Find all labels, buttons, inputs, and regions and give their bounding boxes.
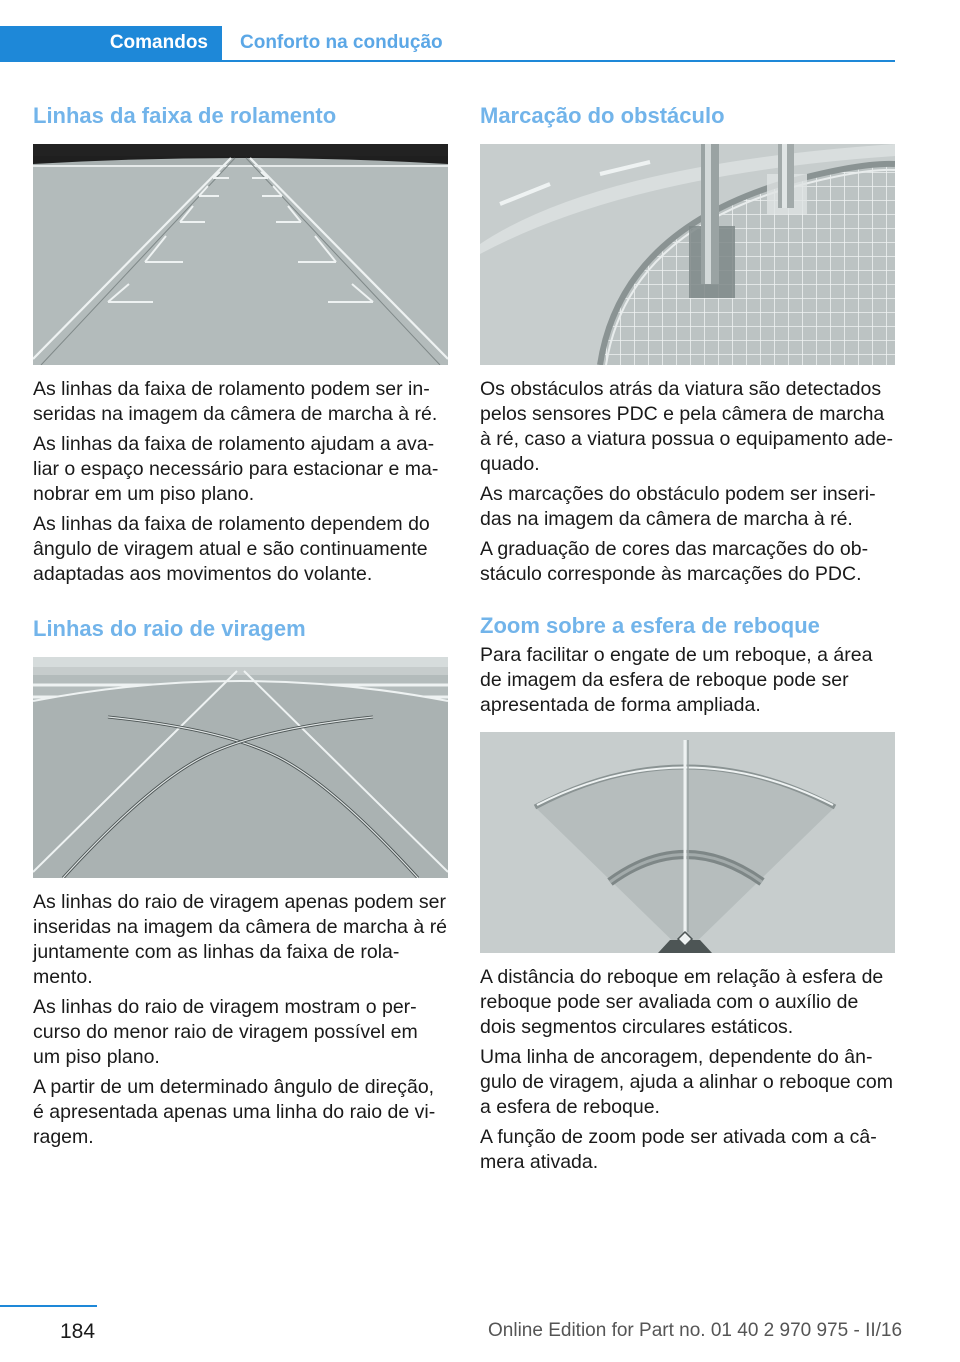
paragraph: As marcações do obstáculo podem ser inseri‐ das na imagem da câmera de marcha à ré. xyxy=(480,483,876,530)
paragraph: As linhas da faixa de rolamento dependem do ângulo de viragem atual e são continuamente adaptadas aos movimentos do volante. xyxy=(33,513,430,585)
header-rule xyxy=(0,60,895,62)
hitch-zoom-intro-block xyxy=(480,643,895,718)
paragraph: Para facilitar o engate de um reboque, a área de imagem da esfera de reboque pode ser apresentada de forma ampliada. xyxy=(480,644,873,716)
header-tabbar xyxy=(0,26,895,62)
figure-hitch-zoom xyxy=(480,732,895,953)
tab-comandos[interactable]: Comandos xyxy=(0,26,222,60)
paragraph: Os obstáculos atrás da viatura são detectados pelos sensores PDC e pela câmera de marcha à ré, caso a viatura possua o equipamento ade‐ quado. xyxy=(480,378,894,475)
section-title-turning-radius: Linhas do raio de viragem xyxy=(33,616,306,641)
paragraph: As linhas da faixa de rolamento ajudam a ava‐ liar o espaço necessário para estacionar e ma‐ nobrar em um piso plano. xyxy=(33,433,439,505)
figure-obstacle-marking xyxy=(480,144,895,365)
paragraph: As linhas da faixa de rolamento podem ser in‐ seridas na imagem da câmera de marcha à ré. xyxy=(33,378,438,425)
left-column xyxy=(33,100,448,1150)
figure-turning-radius-lines xyxy=(33,657,448,878)
paragraph: A graduação de cores das marcações do ob‐ stáculo corresponde às marcações do PDC. xyxy=(480,538,869,585)
turning-radius-text xyxy=(33,890,448,1150)
section-title-hitch-zoom: Zoom sobre a esfera de reboque xyxy=(480,613,820,638)
edition-note: Online Edition for Part no. 01 40 2 970 975 - II/16 xyxy=(488,1320,903,1341)
section-title-obstacle-marking: Marcação do obstáculo xyxy=(480,103,725,128)
section-title-lane-lines: Linhas da faixa de rolamento xyxy=(33,103,337,128)
right-column xyxy=(480,100,895,1175)
lane-lines-text xyxy=(33,377,448,587)
paragraph: Uma linha de ancoragem, dependente do ân‐ gulo de viragem, ajuda a alinhar o reboque com a esfera de reboque. xyxy=(480,1046,894,1118)
hitch-zoom-text xyxy=(480,965,895,1175)
obstacle-marking-text xyxy=(480,377,895,587)
tab-conforto-na-conducao[interactable]: Conforto na condução xyxy=(240,32,443,53)
paragraph: A distância do reboque em relação à esfera de reboque pode ser avaliada com o auxílio de dois segmentos circulares estáticos. xyxy=(480,966,884,1038)
figure-lane-lines xyxy=(33,144,448,365)
paragraph: As linhas do raio de viragem apenas podem ser inseridas na imagem da câmera de marcha à ré juntamente com as linhas da faixa de rola‐ mento. xyxy=(33,891,448,988)
footer-rule xyxy=(0,1305,97,1307)
paragraph: A partir de um determinado ângulo de direção, é apresentada apenas uma linha do raio de vi‐ ragem. xyxy=(33,1076,436,1148)
paragraph: As linhas do raio de viragem mostram o per‐ curso do menor raio de viragem possível em um piso plano. xyxy=(33,996,418,1068)
page-number: 184 xyxy=(60,1320,96,1343)
paragraph: A função de zoom pode ser ativada com a câ‐ mera ativada. xyxy=(480,1126,877,1173)
